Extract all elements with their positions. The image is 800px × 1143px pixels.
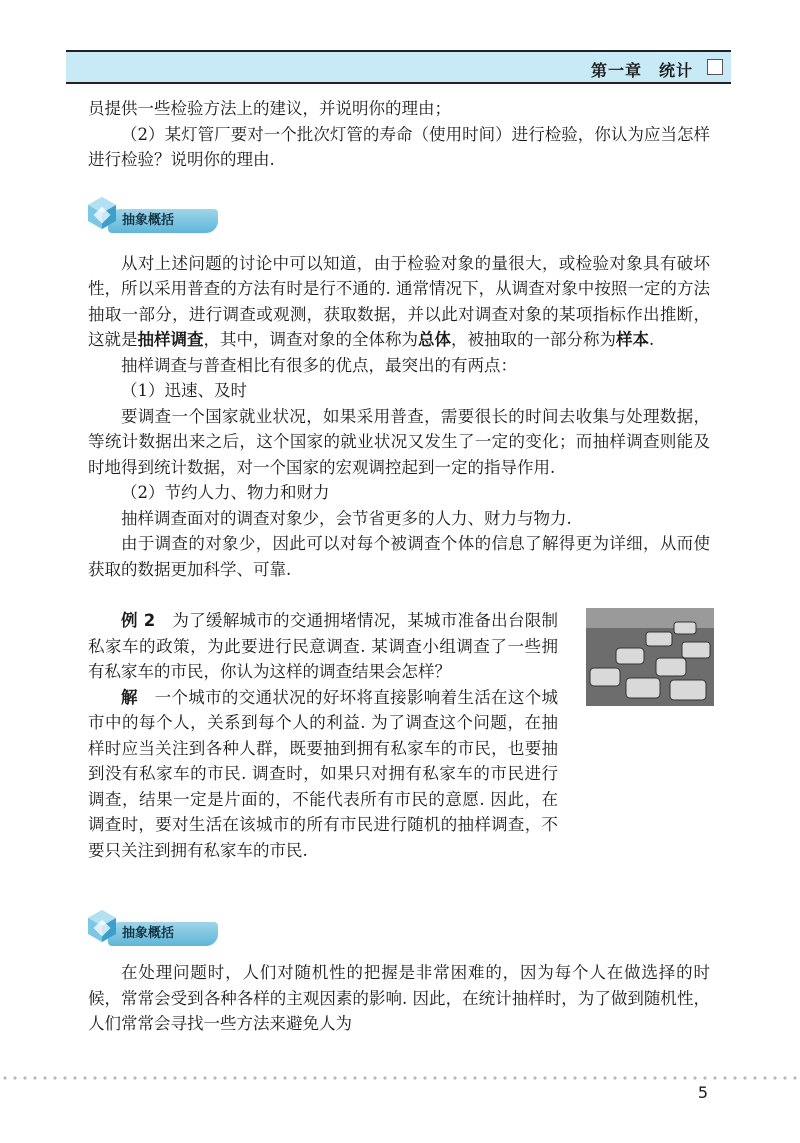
page-content xyxy=(88,96,710,863)
puzzle-icon xyxy=(82,195,122,235)
question-2: （2）某灯管厂要对一个批次灯管的寿命（使用时间）进行检验，你认为应当怎样进行检验？说明你的理由. xyxy=(88,124,710,169)
puzzle-icon xyxy=(82,908,122,948)
abstract-2-block xyxy=(88,960,710,1037)
abstract-2-paragraph: 在处理问题时，人们对随机性的把握是非常困难的，因为每个人在做选择的时候，常常会受到各种各样的主观因素的影响. 因此，在统计抽样时，为了做到随机性，人们常常会寻找一些方法来避免人为 xyxy=(88,963,710,1033)
badge-label-2: 抽象概括 xyxy=(108,922,218,946)
badge-label: 抽象概括 xyxy=(108,209,218,233)
term-population: 总体 xyxy=(418,330,451,349)
header-square-icon xyxy=(707,59,723,75)
abstract-paragraph-2: 抽样调查与普查相比有很多的优点，最突出的有两点： xyxy=(121,355,517,375)
solution-label: 解 xyxy=(121,687,138,707)
text-line: 员提供一些检验方法上的建议，并说明你的理由； xyxy=(88,99,451,118)
advantage-2-detail: 由于调查的对象少，因此可以对每个被调查个体的信息了解得更为详细，从而使获取的数据更加科学、可靠. xyxy=(88,534,710,579)
example-2 xyxy=(88,608,710,863)
abstract-paragraph-1: 从对上述问题的讨论中可以知道，由于检验对象的量很大，或检验对象具有破坏性，所以采用普查的方法有时是行不通的. 通常情况下，从调查对象中按照一定的方法抽取一部分，进行调查或观测，获取数据，并以此对调查对象的某项指标作出推断，这就是抽样调查，其中，调查对象的全体称为总体，被抽取的一部分称为样本. xyxy=(88,253,710,349)
advantage-1-text: 要调查一个国家就业状况，如果采用普查，需要很长的时间去收集与处理数据，等统计数据出来之后，这个国家的就业状况又发生了一定的变化；而抽样调查则能及时地得到统计数据，对一个国家的宏观调控起到一定的指导作用. xyxy=(88,406,710,477)
advantage-2-title: （2）节约人力、物力和财力 xyxy=(121,483,330,502)
section-badge-abstract xyxy=(82,195,222,239)
section-badge-abstract-2 xyxy=(82,908,222,952)
example-question: 例 2 为了缓解城市的交通拥堵情况，某城市准备出台限制私家车的政策，为此要进行民意调查. 某调查小组调查了一些拥有私家车的市民，你认为这样的调查结果会怎样？ xyxy=(88,611,559,681)
example-solution-start: 解 一个城市的交通状况的好坏将直接影响着生活在这个城市中的每个人，关系到每个人的利益. 为了调查这个问题，在抽样时应当关注到各种人群，既要抽到拥有私家车的市民，也要抽到没有私家车的市民. 调查时，如果只对拥有私家车的市民进行调查，结果一定是片面的，不能代表所有市民的意愿. 因此，在调查时，要对生活在该城市的所有市民进行随机的抽样调查，不要只关注到拥有私家车的市民. xyxy=(88,687,559,860)
term-sampling: 抽样调查 xyxy=(137,330,204,349)
footer-dotted-line xyxy=(0,1075,800,1081)
example-label: 例 2 xyxy=(121,611,156,630)
term-sample: 样本 xyxy=(616,330,649,349)
chapter-title: 第一章 统计 xyxy=(590,61,693,80)
chapter-header-bar xyxy=(66,50,731,84)
page-number: 5 xyxy=(697,1083,708,1102)
traffic-jam-photo-icon xyxy=(586,608,714,706)
advantage-1-title: （1）迅速、及时 xyxy=(121,381,247,400)
advantage-2-text: 抽样调查面对的调查对象少，会节省更多的人力、财力与物力. xyxy=(121,508,572,528)
